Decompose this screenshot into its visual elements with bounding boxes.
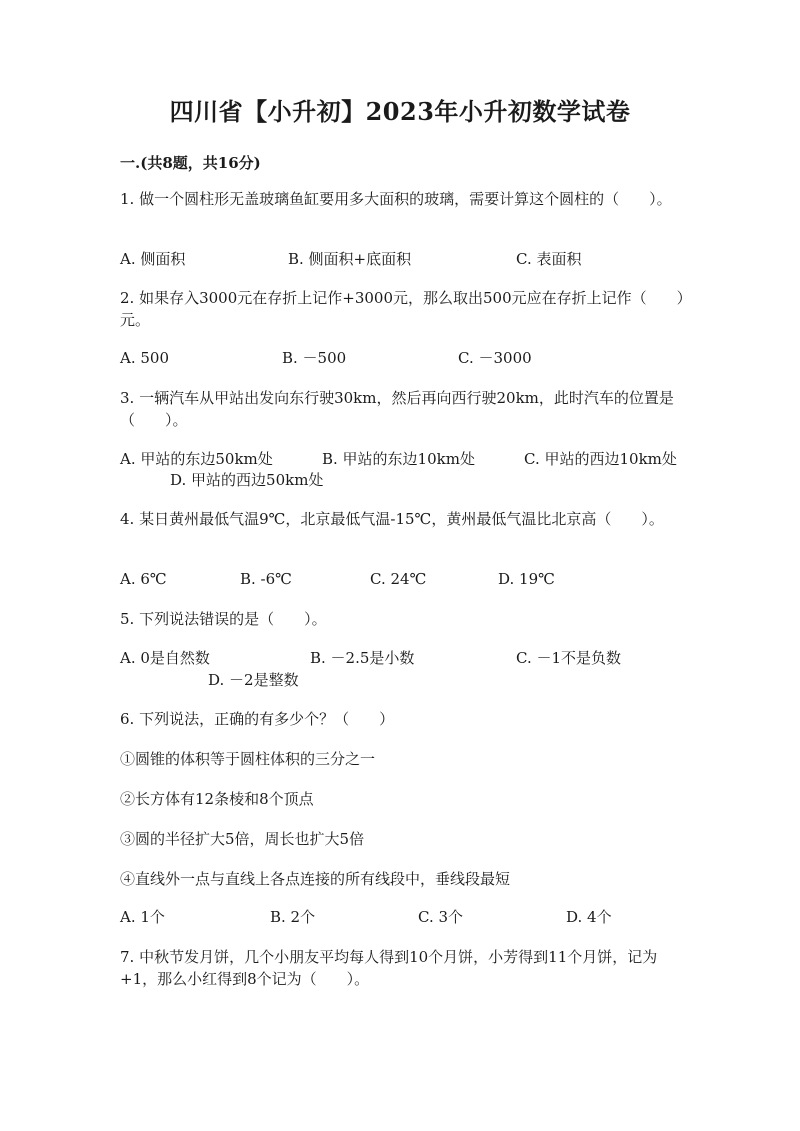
exam-title: 四川省【小升初】2023年小升初数学试卷 bbox=[169, 97, 631, 126]
question-4-options bbox=[120, 568, 720, 590]
option-d[interactable]: D. 19℃ bbox=[498, 570, 555, 588]
question-2-options bbox=[120, 347, 720, 369]
option-c[interactable]: C. －1不是负数 bbox=[516, 649, 622, 667]
statement-3: ③圆的半径扩大5倍，周长也扩大5倍 bbox=[120, 830, 365, 848]
statement-4: ④直线外一点与直线上各点连接的所有线段中，垂线段最短 bbox=[120, 870, 511, 888]
question-7-stem: 7. 中秋节发月饼，几个小朋友平均每人得到10个月饼，小芳得到11个月饼，记为+1，那么小红得到8个记为（ ）。 bbox=[120, 948, 658, 988]
option-a[interactable]: A. 500 bbox=[120, 349, 169, 367]
option-c[interactable]: C. 24℃ bbox=[370, 570, 427, 588]
option-b[interactable]: B. －2.5是小数 bbox=[310, 649, 415, 667]
option-a[interactable]: A. 侧面积 bbox=[120, 250, 186, 268]
option-a[interactable]: A. 1个 bbox=[120, 908, 165, 926]
question-1-options bbox=[120, 248, 720, 270]
statement-1: ①圆锥的体积等于圆柱体积的三分之一 bbox=[120, 750, 376, 768]
question-1-stem: 1. 做一个圆柱形无盖玻璃鱼缸要用多大面积的玻璃，需要计算这个圆柱的（ ）。 bbox=[120, 190, 672, 208]
question-6-options bbox=[120, 906, 720, 928]
option-d[interactable]: D. －2是整数 bbox=[208, 671, 299, 689]
question-4-stem: 4. 某日黄州最低气温9℃，北京最低气温-15℃，黄州最低气温比北京高（ ）。 bbox=[120, 510, 664, 528]
question-3-options bbox=[120, 448, 720, 470]
option-d[interactable]: D. 4个 bbox=[566, 908, 612, 926]
option-a[interactable]: A. 甲站的东边50km处 bbox=[120, 450, 273, 468]
option-a[interactable]: A. 0是自然数 bbox=[120, 649, 210, 667]
option-b[interactable]: B. －500 bbox=[282, 349, 347, 367]
question-6-stem: 6. 下列说法，正确的有多少个？（ ） bbox=[120, 710, 395, 728]
option-b[interactable]: B. 甲站的东边10km处 bbox=[322, 450, 475, 468]
section-heading: 一.(共8题，共16分) bbox=[120, 154, 261, 172]
option-c[interactable]: C. 3个 bbox=[418, 908, 464, 926]
question-3-options-row2 bbox=[120, 469, 720, 491]
statement-2: ②长方体有12条棱和8个顶点 bbox=[120, 790, 314, 808]
question-5-stem: 5. 下列说法错误的是（ ）。 bbox=[120, 610, 327, 628]
question-2-stem: 2. 如果存入3000元在存折上记作+3000元，那么取出500元应在存折上记作（ ）元。 bbox=[120, 289, 685, 329]
option-d[interactable]: D. 甲站的西边50km处 bbox=[170, 471, 324, 489]
option-b[interactable]: B. 侧面积+底面积 bbox=[288, 250, 412, 268]
option-c[interactable]: C. －3000 bbox=[458, 349, 532, 367]
option-c[interactable]: C. 甲站的西边10km处 bbox=[524, 450, 677, 468]
question-5-options-row2 bbox=[120, 669, 720, 691]
option-a[interactable]: A. 6℃ bbox=[120, 570, 167, 588]
question-5-options bbox=[120, 647, 720, 669]
option-b[interactable]: B. 2个 bbox=[270, 908, 316, 926]
question-3-stem: 3. 一辆汽车从甲站出发向东行驶30km，然后再向西行驶20km，此时汽车的位置是（ ）。 bbox=[120, 389, 674, 429]
option-c[interactable]: C. 表面积 bbox=[516, 250, 582, 268]
option-b[interactable]: B. -6℃ bbox=[240, 570, 292, 588]
